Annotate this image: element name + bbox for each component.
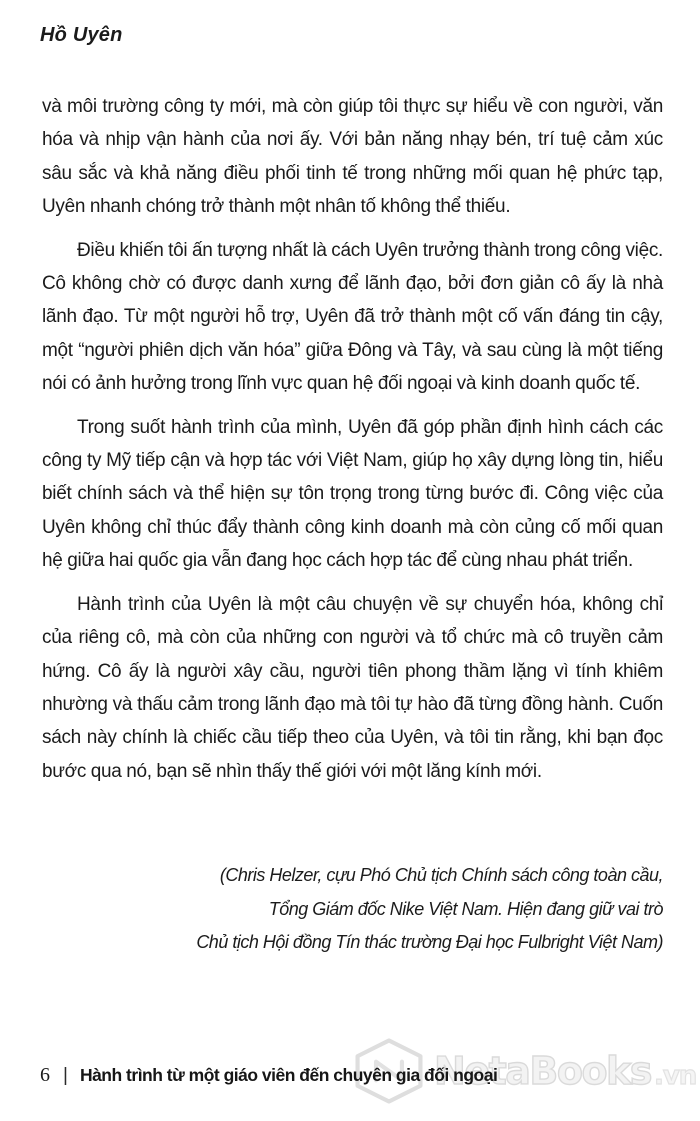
running-header-author: Hồ Uyên — [40, 24, 123, 46]
paragraph-2: Điều khiến tôi ấn tượng nhất là cách Uyên trưởng thành trong công việc. Cô không chờ có được danh xưng để lãnh đạo, bởi đơn giản cô ấy là nhà lãnh đạo. Từ một người hỗ trợ, Uyên đã trở thành một cố vấn đáng tin cậy, một “người phiên dịch văn hóa” giữa Đông và Tây, và sau cùng là một tiếng nói có ảnh hưởng trong lĩnh vực quan hệ đối ngoại và kinh doanh quốc tế. — [42, 239, 664, 395]
attribution-line-1: (Chris Helzer, cựu Phó Chủ tịch Chính sách công toàn cầu, — [219, 865, 663, 885]
attribution-line-3: Chủ tịch Hội đồng Tín thác trường Đại học Fulbright Việt Nam) — [196, 932, 663, 952]
page-footer — [40, 1064, 690, 1087]
book-title: Hành trình từ một giáo viên đến chuyên gia đối ngoại — [79, 1065, 498, 1085]
page-number: 6 — [40, 1064, 50, 1086]
watermark-brand-text: NetaBooks — [434, 1049, 651, 1093]
attribution-line-2: Tổng Giám đốc Nike Việt Nam. Hiện đang giữ vai trò — [268, 898, 663, 919]
paragraph-4: Hành trình của Uyên là một câu chuyện về sự chuyển hóa, không chỉ của riêng cô, mà còn của những con người và tổ chức mà cô truyền cảm hứng. Cô ấy là người xây cầu, người tiên phong thầm lặng vì tính khiêm nhường và thấu cảm trong lãnh đạo mà tôi tự hào đã từng đồng hành. Cuốn sách này chính là chiếc cầu tiếp theo của Uyên, và tôi tin rằng, khi bạn đọc bước qua nó, bạn sẽ nhìn thấy thế giới với một lăng kính mới. — [42, 593, 663, 782]
body-text — [42, 90, 663, 798]
footer-separator: | — [63, 1065, 68, 1086]
paragraph-3: Trong suốt hành trình của mình, Uyên đã góp phần định hình cách các công ty Mỹ tiếp cận và hợp tác với Việt Nam, giúp họ xây dựng lòng tin, hiểu biết chính sách và thể hiện sự tôn trọng trong từng bước đi. Công việc của Uyên không chỉ thúc đẩy thành công kinh doanh mà còn củng cố mối quan hệ giữa hai quốc gia vẫn đang học cách hợp tác để cùng nhau phát triển. — [42, 416, 663, 572]
watermark-tld-text: .vn — [653, 1061, 697, 1091]
paragraph-1: và môi trường công ty mới, mà còn giúp tôi thực sự hiểu về con người, văn hóa và nhịp vận hành của nơi ấy. Với bản năng nhạy bén, trí tuệ cảm xúc sâu sắc và khả năng điều phối tinh tế trong những mối quan hệ phức tạp, Uyên nhanh chóng trở thành một nhân tố không thể thiếu. — [42, 96, 663, 218]
quote-attribution — [83, 859, 663, 960]
